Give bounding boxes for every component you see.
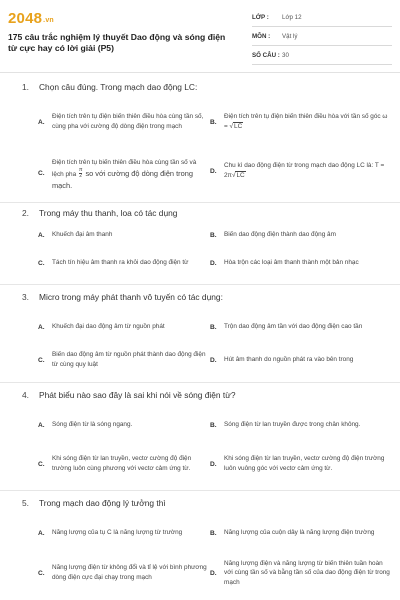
question-1-option-b[interactable]: B. Điện tích trên tụ điện biến thiên điều hòa với tần số góc ω = √LC: [210, 113, 388, 130]
question-2-option-d[interactable]: D. Hòa trộn các loại âm thanh thành một bản nhạc: [210, 259, 359, 267]
question-4-heading: 4. Phát biểu nào sao đây là sai khi nói về sóng điện từ?: [22, 390, 236, 400]
meta-row-class: LỚP : Lớp 12: [252, 8, 392, 27]
document-meta: [252, 8, 392, 65]
question-1-heading: 1. Chọn câu đúng. Trong mạch dao động LC:: [22, 82, 198, 92]
question-2-option-c[interactable]: C. Tách tín hiệu âm thanh ra khỏi dao động điện từ: [38, 259, 189, 267]
question-4-option-d[interactable]: D. Khi sóng điện từ lan truyền, vectơ cường độ điện trường luôn vuông góc với vectơ cảm ứng từ.: [210, 455, 385, 472]
question-1-option-c[interactable]: C. Điện tích trên tụ biến thiên điều hòa cùng tần số và lệch pha $\frac{\pi}{2}$ so với cường độ dòng điện trong mạch.: [38, 158, 197, 190]
question-4-option-a[interactable]: A. Sóng điện từ là sóng ngang.: [38, 421, 133, 429]
question-5-option-d[interactable]: D. Năng lượng điện và năng lượng từ biến thiên tuần hoàn với cùng tần số và bằng tần số của dao động điện từ trong mạch: [210, 559, 390, 586]
question-1-option-a[interactable]: A. Điện tích trên tụ điện biến thiên điều hòa cùng tần số, cùng pha với cường độ dòng điện trong mạch: [38, 113, 204, 130]
question-3-option-a[interactable]: A. Khuếch đại dao động âm từ nguồn phát: [38, 323, 165, 331]
question-divider: [0, 490, 400, 491]
question-divider: [0, 382, 400, 383]
question-4-option-b[interactable]: B. Sóng điện từ lan truyền được trong chân không.: [210, 421, 361, 429]
question-3-option-c[interactable]: C. Biến dao động âm từ nguồn phát thành dao động điện từ cùng quy luật: [38, 351, 206, 368]
question-5-heading: 5. Trong mạch dao động lý tưởng thì: [22, 498, 166, 508]
page-header: [0, 0, 400, 76]
question-5-option-b[interactable]: B. Năng lượng của cuộn dây là năng lượng điện trường: [210, 529, 375, 537]
question-3-option-b[interactable]: B. Trộn dao động âm tần với dao động điện cao tần: [210, 323, 363, 331]
question-3-option-d[interactable]: D. Hút âm thanh do nguồn phát ra vào bên trong: [210, 356, 354, 364]
question-2-option-a[interactable]: A. Khuếch đại âm thanh: [38, 231, 113, 239]
pi-over-2-fraction: $\frac{\pi}{2}$: [78, 167, 83, 180]
question-1-option-d[interactable]: D. Chu kì dao động điện từ trong mạch dao động LC là: T = 2π√LC: [210, 162, 385, 179]
question-5-option-c[interactable]: C. Năng lượng điện từ không đổi và tỉ lệ với bình phương dòng điện cực đại chạy trong mạch: [38, 564, 207, 581]
document-title: 175 câu trắc nghiệm lý thuyết Dao động và sóng điện từ cực hay có lời giải (P5): [8, 32, 226, 53]
header-divider: [0, 72, 400, 73]
question-3-heading: 3. Micro trong máy phát thanh vô tuyến có tác dụng:: [22, 292, 223, 302]
meta-row-subject: MÔN : Vật lý: [252, 27, 392, 46]
question-5-option-a[interactable]: A. Năng lượng của tụ C là năng lượng từ trường: [38, 529, 183, 537]
meta-row-count: SỐ CÂU : 30: [252, 46, 392, 65]
question-2-option-b[interactable]: B. Biến dao động điện thành dao động âm: [210, 231, 336, 239]
site-logo[interactable]: 2048.vn: [8, 10, 54, 27]
question-4-option-c[interactable]: C. Khi sóng điện từ lan truyền, vectơ cường độ điện trường luôn cùng phương với vectơ cảm ứng từ.: [38, 455, 192, 472]
question-2-heading: 2. Trong máy thu thanh, loa có tác dụng: [22, 208, 178, 218]
question-divider: [0, 202, 400, 203]
question-divider: [0, 284, 400, 285]
